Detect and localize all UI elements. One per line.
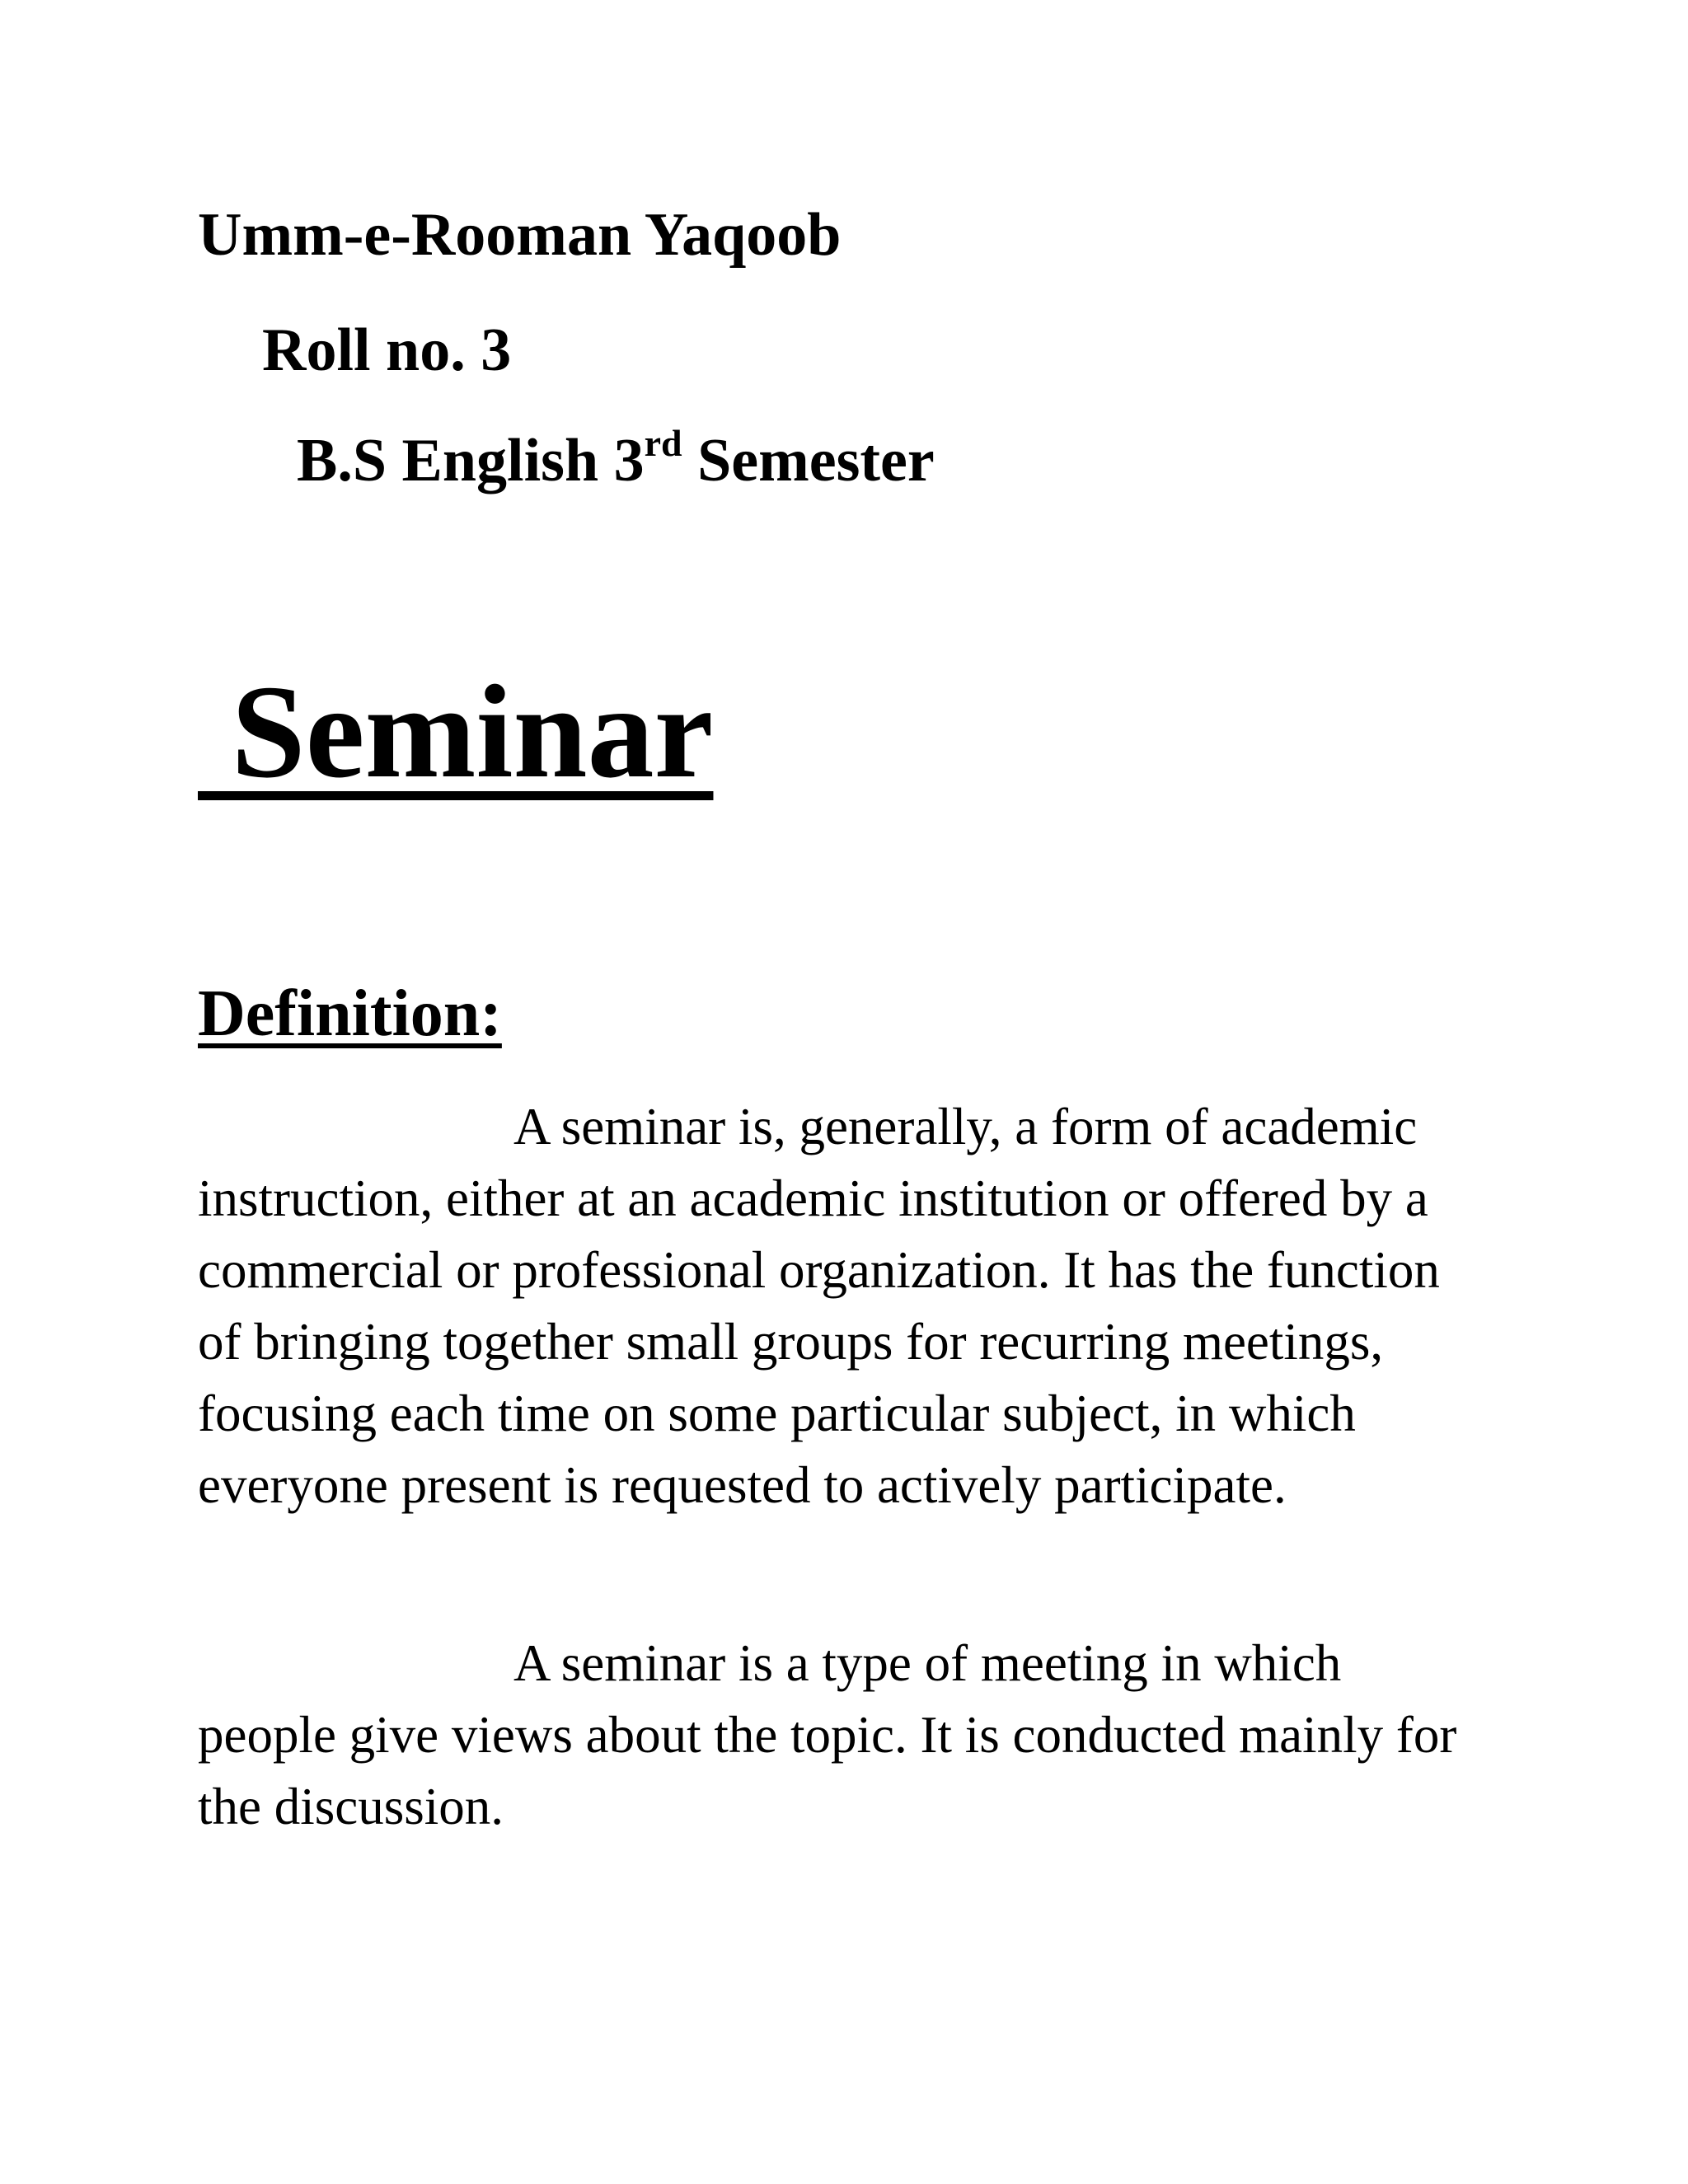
program-semester bbox=[297, 422, 935, 494]
document-title: Seminar bbox=[198, 658, 714, 806]
roll-number: Roll no. 3 bbox=[262, 316, 512, 384]
definition-heading: Definition: bbox=[198, 977, 502, 1050]
program-suffix: Semester bbox=[682, 427, 935, 494]
definition-paragraph-2: A seminar is a type of meeting in which people give views about the topic. It is conducted mainly for the discussion. bbox=[198, 1634, 1457, 1835]
student-name: Umm-e-Rooman Yaqoob bbox=[198, 201, 842, 269]
program-prefix: B.S English 3 bbox=[297, 427, 645, 494]
definition-paragraph-1: A seminar is, generally, a form of academic instruction, either at an academic institution or offered by a commercial or professional organization. It has the function of bringing together small groups for recurring meetings, focusing each time on some particular subject, in which everyone present is requested to actively participate. bbox=[198, 1098, 1440, 1514]
ordinal-superscript: rd bbox=[644, 422, 682, 465]
